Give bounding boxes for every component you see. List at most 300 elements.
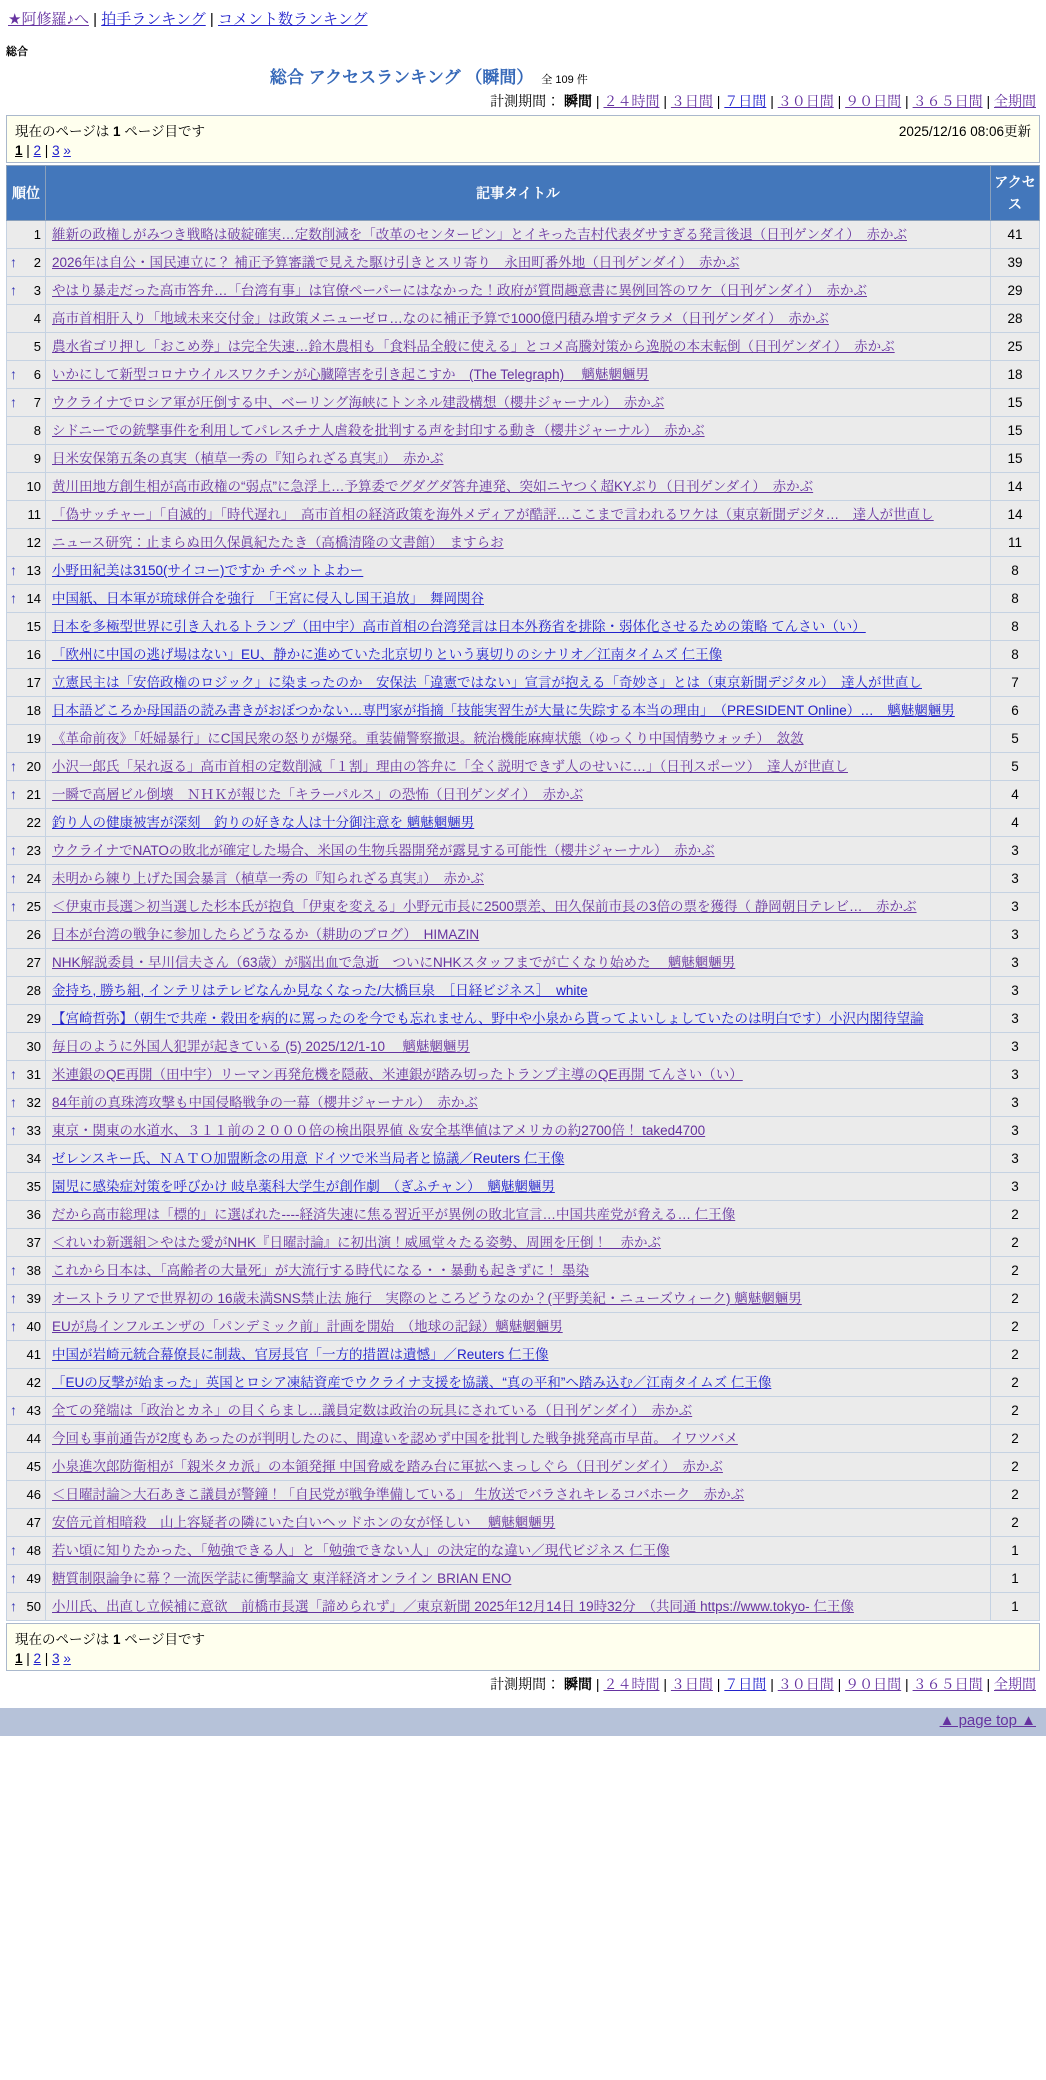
article-link[interactable]: これから日本は、「高齢者の大量死」が大流行する時代になる・・暴動も起きずに！ 墨染 [52, 1263, 589, 1278]
table-row [7, 473, 1040, 501]
article-link[interactable]: 小沢一郎氏「呆れ返る」高市首相の定数削減「１割」理由の答弁に「全く説明できず人のせいに…」（日刊スポーツ） 達人が世直し [52, 759, 848, 774]
access-count: 18 [991, 361, 1040, 389]
table-row [7, 221, 1040, 249]
title-cell [46, 1509, 991, 1537]
article-link[interactable]: 糖質制限論争に幕？一流医学誌に衝撃論文 東洋経済オンライン BRIAN ENO [52, 1571, 512, 1586]
period-link[interactable]: ２４時間 [603, 93, 660, 109]
rank-number: 42 [26, 1375, 41, 1390]
rank-number: 2 [33, 255, 41, 270]
article-link[interactable]: 高市首相肝入り「地域未来交付金」は政策メニューゼロ…なのに補正予算で1000億円積み増すデタラメ（日刊ゲンダイ） 赤かぶ [52, 311, 829, 326]
rank-up-icon: ↑ [10, 898, 17, 914]
article-link[interactable]: いかにして新型コロナウイルスワクチンが心臓障害を引き起こすか (The Telegraph) 魑魅魍魎男 [52, 367, 649, 382]
article-link[interactable]: 中国紙、日本軍が琉球併合を強行 「王宮に侵入し国王追放」 舞岡関谷 [52, 591, 484, 606]
period-link[interactable]: ３６５日間 [912, 93, 983, 109]
article-link[interactable]: ウクライナでNATOの敗北が確定した場合、米国の生物兵器開発が露見する可能性（櫻井ジャーナル） 赤かぶ [52, 843, 715, 858]
rank-cell [7, 1145, 46, 1173]
period-link[interactable]: ３日間 [670, 1676, 713, 1692]
article-link[interactable]: 日本語どころか母国語の読み書きがおぼつかない…専門家が指摘「技能実習生が大量に失踪する本当の理由」 （PRESIDENT Online）… 魑魅魍魎男 [52, 703, 955, 718]
access-count: 14 [991, 473, 1040, 501]
rank-cell [7, 305, 46, 333]
rank-cell [7, 809, 46, 837]
article-link[interactable]: ゼレンスキー氏、ＮＡＴＯ加盟断念の用意 ドイツで米当局者と協議／Reuters 仁王像 [52, 1151, 565, 1166]
article-link[interactable]: 若い頃に知りたかった、「勉強できる人」と「勉強できない人」の決定的な違い／現代ビジネス 仁王像 [52, 1543, 670, 1558]
article-link[interactable]: 米連銀のQE再開（田中宇）リーマン再発危機を隠蔽、米連銀が踏み切ったトランプ主導のQE再開 てんさい（い） [52, 1067, 743, 1082]
page-top-bar [0, 1708, 1046, 1736]
rank-cell [7, 1341, 46, 1369]
title-cell [46, 809, 991, 837]
rank-number: 22 [26, 815, 41, 830]
table-row [7, 1285, 1040, 1313]
access-count: 2 [991, 1425, 1040, 1453]
rank-number: 9 [33, 451, 41, 466]
access-count: 3 [991, 921, 1040, 949]
rank-cell [7, 1229, 46, 1257]
ranking-table [6, 165, 1040, 1621]
rank-cell [7, 725, 46, 753]
table-row [7, 613, 1040, 641]
title-cell [46, 1369, 991, 1397]
title-cell [46, 865, 991, 893]
table-row [7, 249, 1040, 277]
title-cell [46, 1033, 991, 1061]
rank-cell [7, 921, 46, 949]
title-cell [46, 1593, 991, 1621]
article-link[interactable]: 農水省ゴリ押し「おこめ券」は完全失速…鈴木農相も「食料品全般に使える」とコメ高騰対策から逸脱の本末転倒（日刊ゲンダイ） 赤かぶ [52, 339, 895, 354]
rank-number: 37 [26, 1235, 41, 1250]
title-cell [46, 1089, 991, 1117]
title-cell [46, 1257, 991, 1285]
title-cell [46, 1425, 991, 1453]
rank-number: 6 [33, 367, 41, 382]
rank-cell [7, 1257, 46, 1285]
access-count: 8 [991, 641, 1040, 669]
page-link[interactable]: 3 [52, 143, 60, 158]
article-link[interactable]: 《革命前夜》「妊婦暴行」にC国民衆の怒りが爆発。重装備警察撤退。統治機能麻痺状態（ゆっくり中国情勢ウォッチ） 敜敜 [52, 731, 804, 746]
table-row [7, 837, 1040, 865]
rank-cell [7, 837, 46, 865]
period-link[interactable]: ３０日間 [777, 1676, 834, 1692]
rank-cell [7, 1117, 46, 1145]
period-label: 計測期間： [490, 1676, 561, 1692]
rank-cell [7, 669, 46, 697]
rank-cell [7, 977, 46, 1005]
rank-up-icon: ↑ [10, 786, 17, 802]
period-link[interactable]: ７日間 [724, 93, 767, 109]
rank-up-icon: ↑ [10, 282, 17, 298]
rank-header: 順位 [7, 166, 46, 221]
title-cell [46, 921, 991, 949]
info-bar-bottom [6, 1623, 1040, 1671]
table-row [7, 781, 1040, 809]
article-link[interactable]: 日本が台湾の戦争に参加したらどうなるか（耕助のブログ） HIMAZIN [52, 927, 480, 942]
title-cell [46, 473, 991, 501]
access-count: 3 [991, 865, 1040, 893]
title-line [0, 63, 858, 88]
current-page-number: 1 [113, 1632, 121, 1647]
access-count: 3 [991, 1061, 1040, 1089]
next-page-link[interactable]: » [63, 143, 71, 158]
table-row [7, 333, 1040, 361]
title-cell [46, 781, 991, 809]
rank-number: 3 [33, 283, 41, 298]
rank-cell [7, 1509, 46, 1537]
rank-cell [7, 1313, 46, 1341]
page-link[interactable]: 3 [52, 1651, 60, 1666]
rank-number: 29 [26, 1011, 41, 1026]
rank-cell [7, 361, 46, 389]
article-link[interactable]: 「偽サッチャー」「自滅的」「時代遅れ」 高市首相の経済政策を海外メディアが酷評…ここまで言われるワケは（東京新聞デジタ… 達人が世直し [52, 507, 934, 522]
page-label-suffix: ページ目です [124, 124, 206, 139]
article-link[interactable]: 一瞬で高層ビル倒壊 ＮＨＫが報じた「キラーパルス」の恐怖（日刊ゲンダイ） 赤かぶ [52, 787, 584, 802]
table-row [7, 921, 1040, 949]
rank-up-icon: ↑ [10, 366, 17, 382]
table-row [7, 1173, 1040, 1201]
article-link[interactable]: 全ての発端は「政治とカネ」の目くらまし…議員定数は政治の玩具にされている（日刊ゲンダイ） 赤かぶ [52, 1403, 693, 1418]
rank-cell [7, 697, 46, 725]
table-row [7, 1005, 1040, 1033]
rank-number: 26 [26, 927, 41, 942]
rank-up-icon: ↑ [10, 1598, 17, 1614]
table-row [7, 1145, 1040, 1173]
rank-number: 24 [26, 871, 41, 886]
table-row [7, 1341, 1040, 1369]
page-link[interactable]: 2 [33, 143, 42, 158]
article-link[interactable]: 84年前の真珠湾攻撃も中国侵略戦争の一幕（櫻井ジャーナル） 赤かぶ [52, 1095, 478, 1110]
article-link[interactable]: ニュース研究：止まらぬ田久保眞紀たたき（高橋清隆の文書館） ますらお [52, 535, 504, 550]
title-cell [46, 333, 991, 361]
article-link[interactable]: 「EUの反撃が始まった」英国とロシア凍結資産でウクライナ支援を協議、“真の平和”へ踏み込む／江南タイムズ 仁王像 [52, 1375, 772, 1390]
current-period: 瞬間 [564, 93, 593, 109]
rank-number: 38 [26, 1263, 41, 1278]
article-link[interactable]: 小野田紀美は3150(サイコー)ですか チベットよわー [52, 563, 364, 578]
bottom-spacer [0, 1736, 1046, 1770]
article-link[interactable]: 今回も事前通告が2度もあったのが判明したのに、間違いを認めず中国を批判した戦争挑発高市早苗。 イワツバメ [52, 1431, 738, 1446]
article-link[interactable]: 【宮崎哲弥】（朝生で共産・穀田を病的に罵ったのを今でも忘れません、野中や小泉から貰ってよいしょしていたのは明白です）小沢内閣待望論 [52, 1011, 924, 1026]
access-count: 3 [991, 1005, 1040, 1033]
access-count: 2 [991, 1509, 1040, 1537]
rank-up-icon: ↑ [10, 758, 17, 774]
table-row [7, 669, 1040, 697]
top-nav: ★阿修羅♪へ | 拍手ランキング | コメント数ランキング [8, 11, 368, 28]
access-count: 2 [991, 1397, 1040, 1425]
article-link[interactable]: ウクライナでロシア軍が圧倒する中、ベーリング海峡にトンネル建設構想（櫻井ジャーナル） 赤かぶ [52, 395, 665, 410]
rank-number: 16 [26, 647, 41, 662]
article-link[interactable]: 日本を多極型世界に引き入れるトランプ（田中宇）高市首相の台湾発言は日本外務省を排除・弱体化させるための策略 てんさい（い） [52, 619, 866, 634]
title-cell [46, 1229, 991, 1257]
rank-up-icon: ↑ [10, 1570, 17, 1586]
table-row [7, 977, 1040, 1005]
title-cell [46, 1481, 991, 1509]
article-link[interactable]: 未明から練り上げた国会暴言（植草一秀の『知られざる真実』） 赤かぶ [52, 871, 484, 886]
access-count: 8 [991, 613, 1040, 641]
access-count: 15 [991, 389, 1040, 417]
rank-number: 33 [26, 1123, 41, 1138]
rank-up-icon: ↑ [10, 1066, 17, 1082]
table-row [7, 417, 1040, 445]
ranking-table-body [7, 221, 1040, 1621]
table-row [7, 865, 1040, 893]
rank-cell [7, 613, 46, 641]
rank-cell [7, 1033, 46, 1061]
rank-up-icon: ↑ [10, 254, 17, 270]
rank-up-icon: ↑ [10, 1402, 17, 1418]
rank-number: 15 [26, 619, 41, 634]
title-cell [46, 501, 991, 529]
article-link[interactable]: 黄川田地方創生相が高市政権の“弱点”に急浮上…予算委でグダグダ答弁連発、突如ニヤつく超KYぶり（日刊ゲンダイ） 赤かぶ [52, 479, 814, 494]
article-link[interactable]: EUが鳥インフルエンザの「パンデミック前」計画を開始 （地球の記録）魑魅魍魎男 [52, 1319, 563, 1334]
article-link[interactable]: 毎日のように外国人犯罪が起きている (5) 2025/12/1-10 魑魅魍魎男 [52, 1039, 470, 1054]
access-count: 3 [991, 1033, 1040, 1061]
page-current: 1 [15, 143, 23, 158]
access-count: 3 [991, 1089, 1040, 1117]
rank-cell [7, 1369, 46, 1397]
article-link[interactable]: 金持ち, 勝ち組, インテリはテレビなんか見なくなった/大橋巨泉 ［日経ビジネス］ white [52, 983, 588, 998]
rank-up-icon: ↑ [10, 394, 17, 410]
title-cell [46, 389, 991, 417]
rank-number: 49 [26, 1571, 41, 1586]
table-row [7, 1257, 1040, 1285]
access-count: 6 [991, 697, 1040, 725]
page-title: 総合 アクセスランキング （瞬間） [269, 68, 534, 87]
table-row [7, 1369, 1040, 1397]
table-header-row [7, 166, 1040, 221]
rank-cell [7, 1593, 46, 1621]
article-link[interactable]: ＜れいわ新選組＞やはた愛がNHK『日曜討論』に初出演！威風堂々たる姿勢、周囲を圧倒！ 赤かぶ [52, 1235, 662, 1250]
category-label: 総合 [6, 46, 28, 58]
access-count: 2 [991, 1229, 1040, 1257]
title-cell [46, 977, 991, 1005]
pagination-bottom: 1 | 2 | 3 » [15, 1651, 71, 1666]
rank-up-icon: ↑ [10, 1318, 17, 1334]
access-count: 2 [991, 1285, 1040, 1313]
access-count: 3 [991, 893, 1040, 921]
access-count: 14 [991, 501, 1040, 529]
title-header: 記事タイトル [46, 166, 991, 221]
article-link[interactable]: オーストラリアで世界初の 16歳未満SNS禁止法 施行 実際のところどうなのか？(平野美紀・ニューズウィーク) 魑魅魍魎男 [52, 1291, 802, 1306]
article-link[interactable]: 園児に感染症対策を呼びかけ 岐阜薬科大学生が創作劇 （ぎふチャン） 魑魅魍魎男 [52, 1179, 555, 1194]
article-link[interactable]: 「欧州に中国の逃げ場はない」EU、静かに進めていた北京切りという裏切りのシナリオ／江南タイムズ 仁王像 [52, 647, 723, 662]
access-count: 25 [991, 333, 1040, 361]
rank-number: 21 [26, 787, 41, 802]
rank-number: 13 [26, 563, 41, 578]
nav-link[interactable]: 拍手ランキング [101, 11, 206, 28]
rank-cell [7, 1425, 46, 1453]
title-cell [46, 1453, 991, 1481]
title-cell [46, 305, 991, 333]
article-link[interactable]: 小泉進次郎防衛相が「親米タカ派」の本領発揮 中国脅威を踏み台に軍拡へまっしぐら（日刊ゲンダイ） 赤かぶ [52, 1459, 723, 1474]
period-link[interactable]: ２４時間 [603, 1676, 660, 1692]
title-cell [46, 529, 991, 557]
rank-number: 23 [26, 843, 41, 858]
access-count: 3 [991, 1173, 1040, 1201]
period-link[interactable]: ３６５日間 [912, 1676, 983, 1692]
access-count: 11 [991, 529, 1040, 557]
table-row [7, 1229, 1040, 1257]
article-link[interactable]: NHK解説委員・早川信夫さん（63歳）が脳出血で急逝 ついにNHKスタッフまでが亡くなり始めた 魑魅魍魎男 [52, 955, 736, 970]
rank-cell [7, 893, 46, 921]
table-row [7, 949, 1040, 977]
access-count: 3 [991, 949, 1040, 977]
table-row [7, 1537, 1040, 1565]
page-link[interactable]: 2 [33, 1651, 42, 1666]
article-link[interactable]: 日米安保第五条の真実（植草一秀の『知られざる真実』） 赤かぶ [52, 451, 444, 466]
table-row [7, 1313, 1040, 1341]
pagination-top: 1 | 2 | 3 » [15, 143, 71, 158]
table-row [7, 585, 1040, 613]
access-count: 3 [991, 837, 1040, 865]
article-link[interactable]: シドニーでの銃撃事件を利用してパレスチナ人虐殺を批判する声を封印する動き（櫻井ジャーナル） 赤かぶ [52, 423, 705, 438]
rank-number: 25 [26, 899, 41, 914]
title-cell [46, 893, 991, 921]
article-link[interactable]: ＜伊東市長選＞初当選した杉本氏が抱負「伊東を変える」小野元市長に2500票差、田久保前市長の3倍の票を獲得（ 静岡朝日テレビ… 赤かぶ [52, 899, 917, 914]
rank-number: 4 [33, 311, 41, 326]
rank-number: 36 [26, 1207, 41, 1222]
article-link[interactable]: 東京・関東の水道水、３１１前の２０００倍の検出限界値 ＆安全基準値はアメリカの約2700倍！ taked4700 [52, 1123, 706, 1138]
article-link[interactable]: やはり暴走だった高市答弁…「台湾有事」は官僚ペーパーにはなかった！政府が質問趣意書に異例回答のワケ（日刊ゲンダイ） 赤かぶ [52, 283, 867, 298]
rank-number: 46 [26, 1487, 41, 1502]
access-count: 8 [991, 557, 1040, 585]
rank-number: 28 [26, 983, 41, 998]
article-link[interactable]: だから高市総理は「標的」に選ばれた----経済失速に焦る習近平が異例の敗北宣言…中国共産党が脅える… 仁王像 [52, 1207, 736, 1222]
table-row [7, 1117, 1040, 1145]
table-row [7, 1089, 1040, 1117]
table-row [7, 1201, 1040, 1229]
title-cell [46, 221, 991, 249]
rank-cell [7, 641, 46, 669]
rank-number: 40 [26, 1319, 41, 1334]
rank-number: 10 [26, 479, 41, 494]
period-link[interactable]: 全期間 [994, 93, 1036, 109]
title-cell [46, 1117, 991, 1145]
total-count: 全 109 件 [541, 74, 588, 86]
article-link[interactable]: 立憲民主は「安倍政権のロジック」に染まったのか 安保法「違憲ではない」宣言が抱える「奇妙さ」とは（東京新聞デジタル） 達人が世直し [52, 675, 922, 690]
rank-number: 45 [26, 1459, 41, 1474]
rank-up-icon: ↑ [10, 1122, 17, 1138]
rank-number: 19 [26, 731, 41, 746]
title-cell [46, 669, 991, 697]
rank-number: 32 [26, 1095, 41, 1110]
period-link[interactable]: ９０日間 [845, 93, 902, 109]
period-link[interactable]: ９０日間 [845, 1676, 902, 1692]
table-row [7, 1453, 1040, 1481]
access-count: 5 [991, 725, 1040, 753]
access-count: 39 [991, 249, 1040, 277]
nav-link[interactable]: ★阿修羅♪へ [8, 11, 89, 28]
access-count: 3 [991, 1117, 1040, 1145]
access-count: 4 [991, 809, 1040, 837]
current-page-text [15, 120, 205, 140]
table-row [7, 1397, 1040, 1425]
table-row [7, 1425, 1040, 1453]
table-row [7, 809, 1040, 837]
title-cell [46, 1173, 991, 1201]
table-row [7, 725, 1040, 753]
rank-number: 17 [26, 675, 41, 690]
current-page-text [15, 1628, 205, 1648]
rank-cell [7, 585, 46, 613]
access-count: 8 [991, 585, 1040, 613]
period-link[interactable]: ３日間 [670, 93, 713, 109]
rank-cell [7, 1453, 46, 1481]
access-count: 1 [991, 1593, 1040, 1621]
page-top-link[interactable]: ▲ page top ▲ [939, 1712, 1036, 1729]
access-count: 28 [991, 305, 1040, 333]
title-cell [46, 585, 991, 613]
table-row [7, 529, 1040, 557]
access-count: 5 [991, 753, 1040, 781]
title-cell [46, 1341, 991, 1369]
article-link[interactable]: 2026年は自公・国民連立に？ 補正予算審議で見えた駆け引きとスリ寄り 永田町番外地（日刊ゲンダイ） 赤かぶ [52, 255, 740, 270]
page-label-prefix: 現在のページは [15, 1632, 110, 1647]
article-link[interactable]: 中国が岩崎元統合幕僚長に制裁、官房長官「一方的措置は遺憾」／Reuters 仁王像 [52, 1347, 549, 1362]
title-cell [46, 249, 991, 277]
article-link[interactable]: 安倍元首相暗殺 山上容疑者の隣にいた白いヘッドホンの女が怪しい 魑魅魍魎男 [52, 1515, 556, 1530]
period-selector-bottom [0, 1671, 1046, 1696]
rank-number: 11 [27, 507, 41, 522]
title-cell [46, 697, 991, 725]
rank-cell [7, 781, 46, 809]
period-link[interactable]: ７日間 [724, 1676, 767, 1692]
table-row [7, 557, 1040, 585]
access-count: 2 [991, 1257, 1040, 1285]
access-count: 4 [991, 781, 1040, 809]
rank-cell [7, 1285, 46, 1313]
access-count: 29 [991, 277, 1040, 305]
rank-number: 30 [26, 1039, 41, 1054]
article-link[interactable]: 小川氏、出直し立候補に意欲 前橋市長選「諦められず」／東京新聞 2025年12月14日 19時32分 （共同通 https://www.tokyo- 仁王像 [52, 1599, 854, 1614]
rank-cell [7, 1173, 46, 1201]
rank-number: 39 [26, 1291, 41, 1306]
rank-cell [7, 277, 46, 305]
title-cell [46, 837, 991, 865]
rank-cell [7, 389, 46, 417]
rank-number: 12 [26, 535, 41, 550]
table-row [7, 1061, 1040, 1089]
period-link[interactable]: ３０日間 [777, 93, 834, 109]
current-period: 瞬間 [564, 1676, 593, 1692]
title-cell [46, 361, 991, 389]
period-link[interactable]: 全期間 [994, 1676, 1036, 1692]
title-cell [46, 1201, 991, 1229]
rank-up-icon: ↑ [10, 842, 17, 858]
rank-up-icon: ↑ [10, 1542, 17, 1558]
title-cell [46, 277, 991, 305]
nav-link[interactable]: コメント数ランキング [217, 11, 368, 28]
rank-cell [7, 1201, 46, 1229]
access-count: 1 [991, 1537, 1040, 1565]
article-link[interactable]: 維新の政権しがみつき戦略は破綻確実…定数削減を「改革のセンターピン」とイキった吉村代表ダサすぎる発言後退（日刊ゲンダイ） 赤かぶ [52, 227, 907, 242]
rank-cell [7, 557, 46, 585]
title-cell [46, 445, 991, 473]
table-row [7, 277, 1040, 305]
next-page-link[interactable]: » [63, 1651, 71, 1666]
rank-up-icon: ↑ [10, 1094, 17, 1110]
access-count: 15 [991, 417, 1040, 445]
title-cell [46, 949, 991, 977]
current-page-number: 1 [113, 124, 121, 139]
title-cell [46, 641, 991, 669]
table-row [7, 389, 1040, 417]
rank-up-icon: ↑ [10, 590, 17, 606]
title-cell [46, 1061, 991, 1089]
article-link[interactable]: ＜日曜討論＞大石あきこ議員が警鐘！「自民党が戦争準備している」 生放送でバラされキレるコバホーク 赤かぶ [52, 1487, 745, 1502]
table-row [7, 501, 1040, 529]
table-row [7, 1565, 1040, 1593]
title-cell [46, 1313, 991, 1341]
period-label: 計測期間： [490, 93, 561, 109]
article-link[interactable]: 釣り人の健康被害が深刻 釣りの好きな人は十分御注意を 魑魅魍魎男 [52, 815, 475, 830]
rank-number: 48 [26, 1543, 41, 1558]
